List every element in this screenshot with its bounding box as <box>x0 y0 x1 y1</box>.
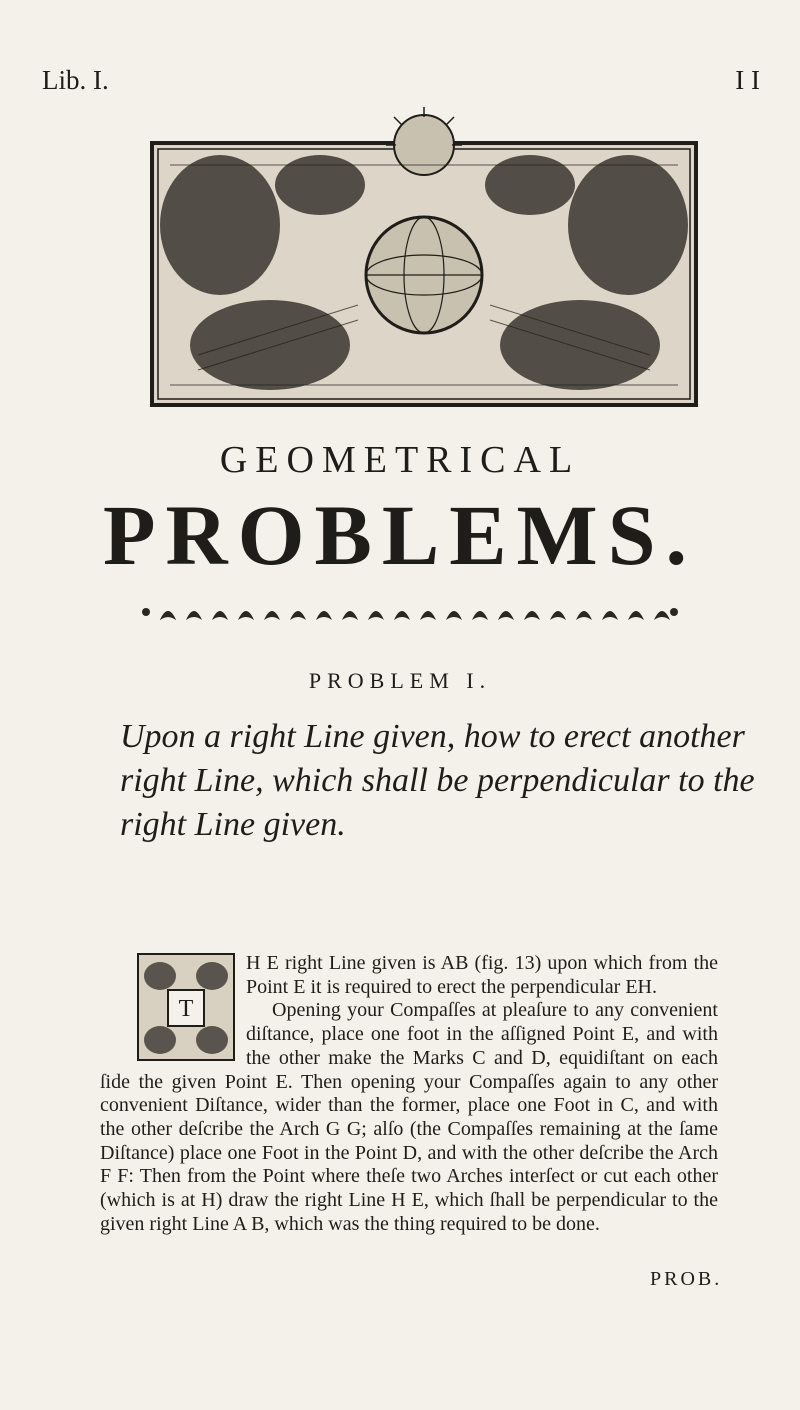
title-geometrical: GEOMETRICAL <box>219 439 581 481</box>
fleuron-ornament-row <box>140 598 680 626</box>
book-number: Lib. I. <box>42 64 109 95</box>
problem-number: PROBLEM I. <box>308 668 492 693</box>
title-problems: PROBLEMS. <box>102 487 698 583</box>
running-header <box>42 60 760 100</box>
drop-cap-block <box>98 952 246 1070</box>
page-number: I I <box>735 64 760 95</box>
catchword: PROB. <box>650 1268 723 1290</box>
paragraph-1: H E right Line given is AB (fig. 13) upon which from the Point E it is required to erect the perpendicular EH. <box>246 952 718 998</box>
drop-cap-ornament <box>98 952 238 1064</box>
body-text <box>100 952 718 1236</box>
engraved-headpiece <box>150 105 698 410</box>
problem-heading: Upon a right Line given, how to erect another right Line, which shall be perpendicular to the right Line given. <box>120 718 755 843</box>
initial-letter: T <box>178 996 194 1022</box>
paragraph-2: Opening your Compaſſes at pleaſure to any convenient diſtance, place one foot in the aſſigned Point E, and with the other make the Marks C and D, equidiſtant on each ſide the given Point E. Then opening your Compaſſes again to any other convenient Diſtance, wider than the former, place one Foot in C, and with the other deſcribe the Arch G G; alſo (the Compaſſes remaining at the ſame Diſtance) place one Foot in the Point D, and with the other deſcribe the Arch F F: Then from the Point where theſe two Arches interſect or cut each other (which is at H) draw the right Line H E, which ſhall be perpendicular to the given right Line A B, which was the thing required to be done. <box>100 999 718 1235</box>
